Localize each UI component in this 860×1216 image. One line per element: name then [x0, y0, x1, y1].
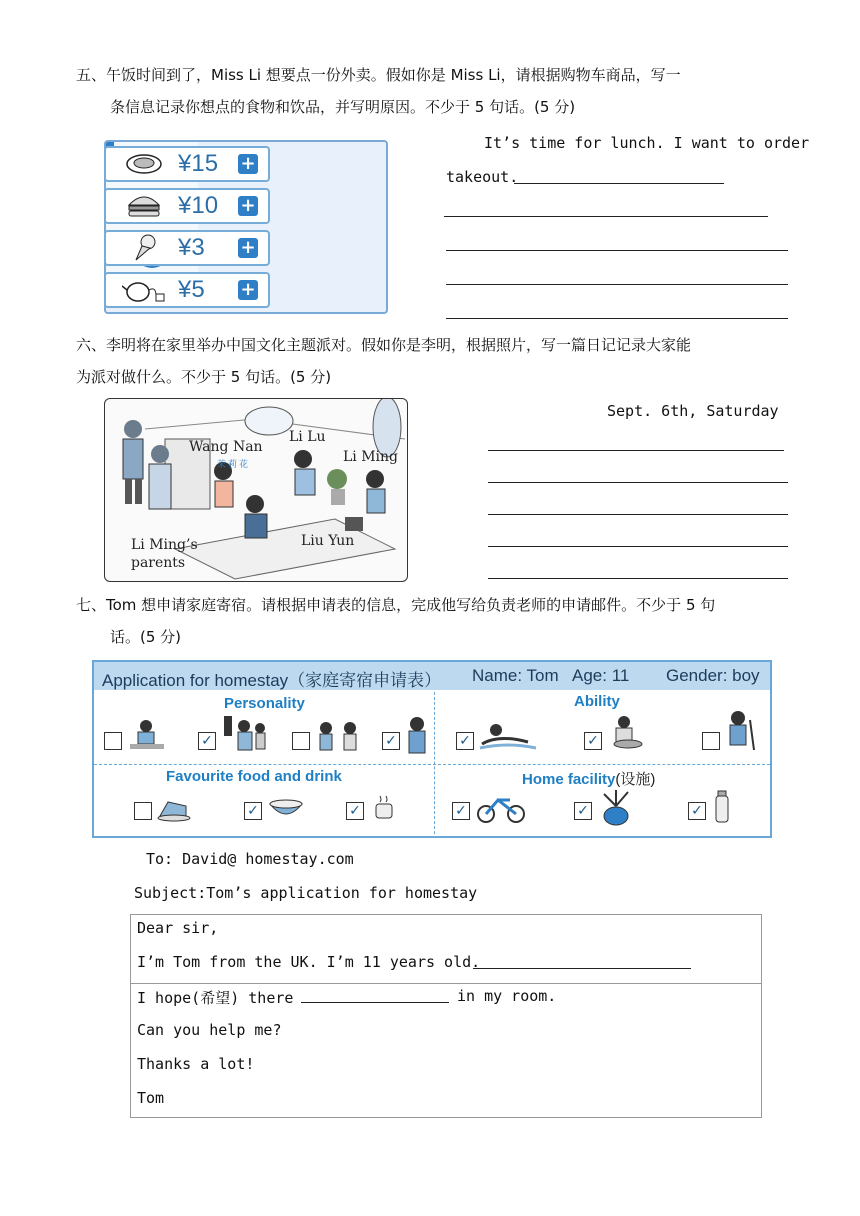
checkbox-personality-4[interactable]: ✓: [382, 732, 400, 750]
add-hamburger-button[interactable]: +: [238, 196, 258, 216]
kids-sharing-icon: [314, 720, 362, 756]
cooking-icon: [606, 714, 646, 756]
checkbox-personality-3[interactable]: [292, 732, 310, 750]
price-hamburger: ¥10: [178, 192, 219, 219]
email-signature: Tom: [137, 1089, 165, 1107]
email-thanks: Thanks a lot!: [137, 1055, 255, 1073]
email-to: To: David@ homestay.com: [146, 850, 354, 868]
checkbox-ability-2[interactable]: ✓: [584, 732, 602, 750]
label-liu-yun: Liu Yun: [301, 533, 355, 549]
swimming-icon: [478, 718, 538, 756]
answer-blank-5[interactable]: [446, 318, 788, 319]
email-body-box: [130, 914, 762, 1118]
diary-blank-2[interactable]: [488, 482, 788, 483]
label-li-lu: Li Lu: [289, 429, 326, 445]
checkbox-food-1[interactable]: [134, 802, 152, 820]
checkbox-facility-1[interactable]: ✓: [452, 802, 470, 820]
checkbox-personality-2[interactable]: ✓: [198, 732, 216, 750]
form-name: Name: Tom: [472, 666, 559, 685]
section5-title-line1: 五、午饭时间到了，Miss Li 想要点一份外卖。假如你是 Miss Li，请根据购物车商品，写一: [76, 66, 681, 84]
menu-item-noodles: [104, 146, 270, 182]
section5-answer-line1: It’s time for lunch. I want to order: [484, 134, 810, 152]
menu-item-hamburger: [104, 188, 270, 224]
boy-standing-icon: [404, 716, 430, 760]
answer-blank-3[interactable]: [446, 250, 788, 251]
label-parents-line2: parents: [131, 555, 186, 571]
diary-blank-3[interactable]: [488, 514, 788, 515]
email-blank-hope[interactable]: [301, 1002, 449, 1003]
diary-blank-4[interactable]: [488, 546, 788, 547]
email-subject: Subject:Tom’s application for homestay: [134, 884, 478, 902]
person-reading-icon: [126, 718, 166, 756]
checkbox-personality-1[interactable]: [104, 732, 122, 750]
email-intro: I’m Tom from the UK. I’m 11 years old.: [137, 953, 481, 971]
add-ice-cream-button[interactable]: +: [238, 238, 258, 258]
label-flower-text: 茉莉花: [217, 460, 251, 470]
label-parents-line1: Li Ming’s: [131, 537, 198, 553]
email-help: Can you help me?: [137, 1021, 282, 1039]
checkbox-ability-3[interactable]: [702, 732, 720, 750]
category-personality: Personality: [224, 695, 305, 712]
party-picture: [104, 398, 408, 582]
category-food: Favourite food and drink: [166, 768, 342, 785]
category-ability: Ability: [574, 693, 620, 710]
form-age: Age: 11: [572, 666, 630, 685]
cake-icon: [156, 794, 192, 826]
homestay-application-form: [92, 660, 772, 838]
water-bottle-icon: [712, 790, 732, 828]
section7-title-line2: 话。(5 分): [110, 628, 182, 646]
section7-title-line1: 七、Tom 想申请家庭寄宿。请根据申请表的信息，完成他写给负责老师的申请邮件。不少于 5 句: [76, 596, 716, 614]
email-hope-end: in my room.: [457, 987, 557, 1005]
hamburger-icon: [126, 193, 162, 223]
hot-drink-icon: [370, 792, 400, 826]
form-header-title: Application for homestay（家庭寄宿申请表）: [102, 671, 442, 690]
answer-blank-2[interactable]: [444, 216, 768, 217]
section6-title-line2: 为派对做什么。不少于 5 句话。(5 分): [76, 368, 332, 386]
checkbox-food-2[interactable]: ✓: [244, 802, 262, 820]
sweeping-icon: [722, 710, 758, 756]
checkbox-food-3[interactable]: ✓: [346, 802, 364, 820]
price-ice-cream: ¥3: [178, 234, 205, 261]
checkbox-facility-2[interactable]: ✓: [574, 802, 592, 820]
menu-item-tea: [104, 272, 270, 308]
section6-title-line1: 六、李明将在家里举办中国文化主题派对。假如你是李明，根据照片，写一篇日记记录大家能: [76, 336, 692, 354]
label-li-ming: Li Ming: [343, 449, 399, 465]
traffic-light-icon: [220, 714, 270, 758]
teapot-icon: [122, 276, 166, 308]
add-tea-button[interactable]: +: [238, 280, 258, 300]
section5-answer-line2: takeout.: [446, 168, 519, 186]
diary-date: Sept. 6th, Saturday: [607, 402, 779, 420]
form-gender: Gender: boy: [666, 666, 760, 685]
noodle-bowl-icon: [266, 790, 306, 826]
checkbox-facility-3[interactable]: ✓: [688, 802, 706, 820]
category-facility: Home facility(设施): [522, 771, 656, 788]
section5-title-line2: 条信息记录你想点的食物和饮品，并写明原因。不少于 5 句话。(5 分): [110, 98, 576, 116]
price-noodles: ¥15: [178, 150, 219, 177]
email-greeting: Dear sir,: [137, 919, 219, 937]
ice-cream-icon: [132, 234, 160, 266]
price-tea: ¥5: [178, 276, 205, 303]
checkbox-ability-1[interactable]: ✓: [456, 732, 474, 750]
potted-plant-icon: [598, 786, 634, 832]
noodles-icon: [124, 152, 164, 180]
bicycle-icon: [476, 790, 526, 828]
answer-blank-1[interactable]: [514, 183, 724, 184]
email-blank-intro[interactable]: [473, 968, 691, 969]
diary-blank-5[interactable]: [488, 578, 788, 579]
answer-blank-4[interactable]: [446, 284, 788, 285]
add-noodles-button[interactable]: +: [238, 154, 258, 174]
label-wang-nan: Wang Nan: [189, 439, 263, 455]
diary-blank-1[interactable]: [488, 450, 784, 451]
menu-item-ice-cream: [104, 230, 270, 266]
email-hope-start: I hope(希望) there: [137, 989, 294, 1007]
